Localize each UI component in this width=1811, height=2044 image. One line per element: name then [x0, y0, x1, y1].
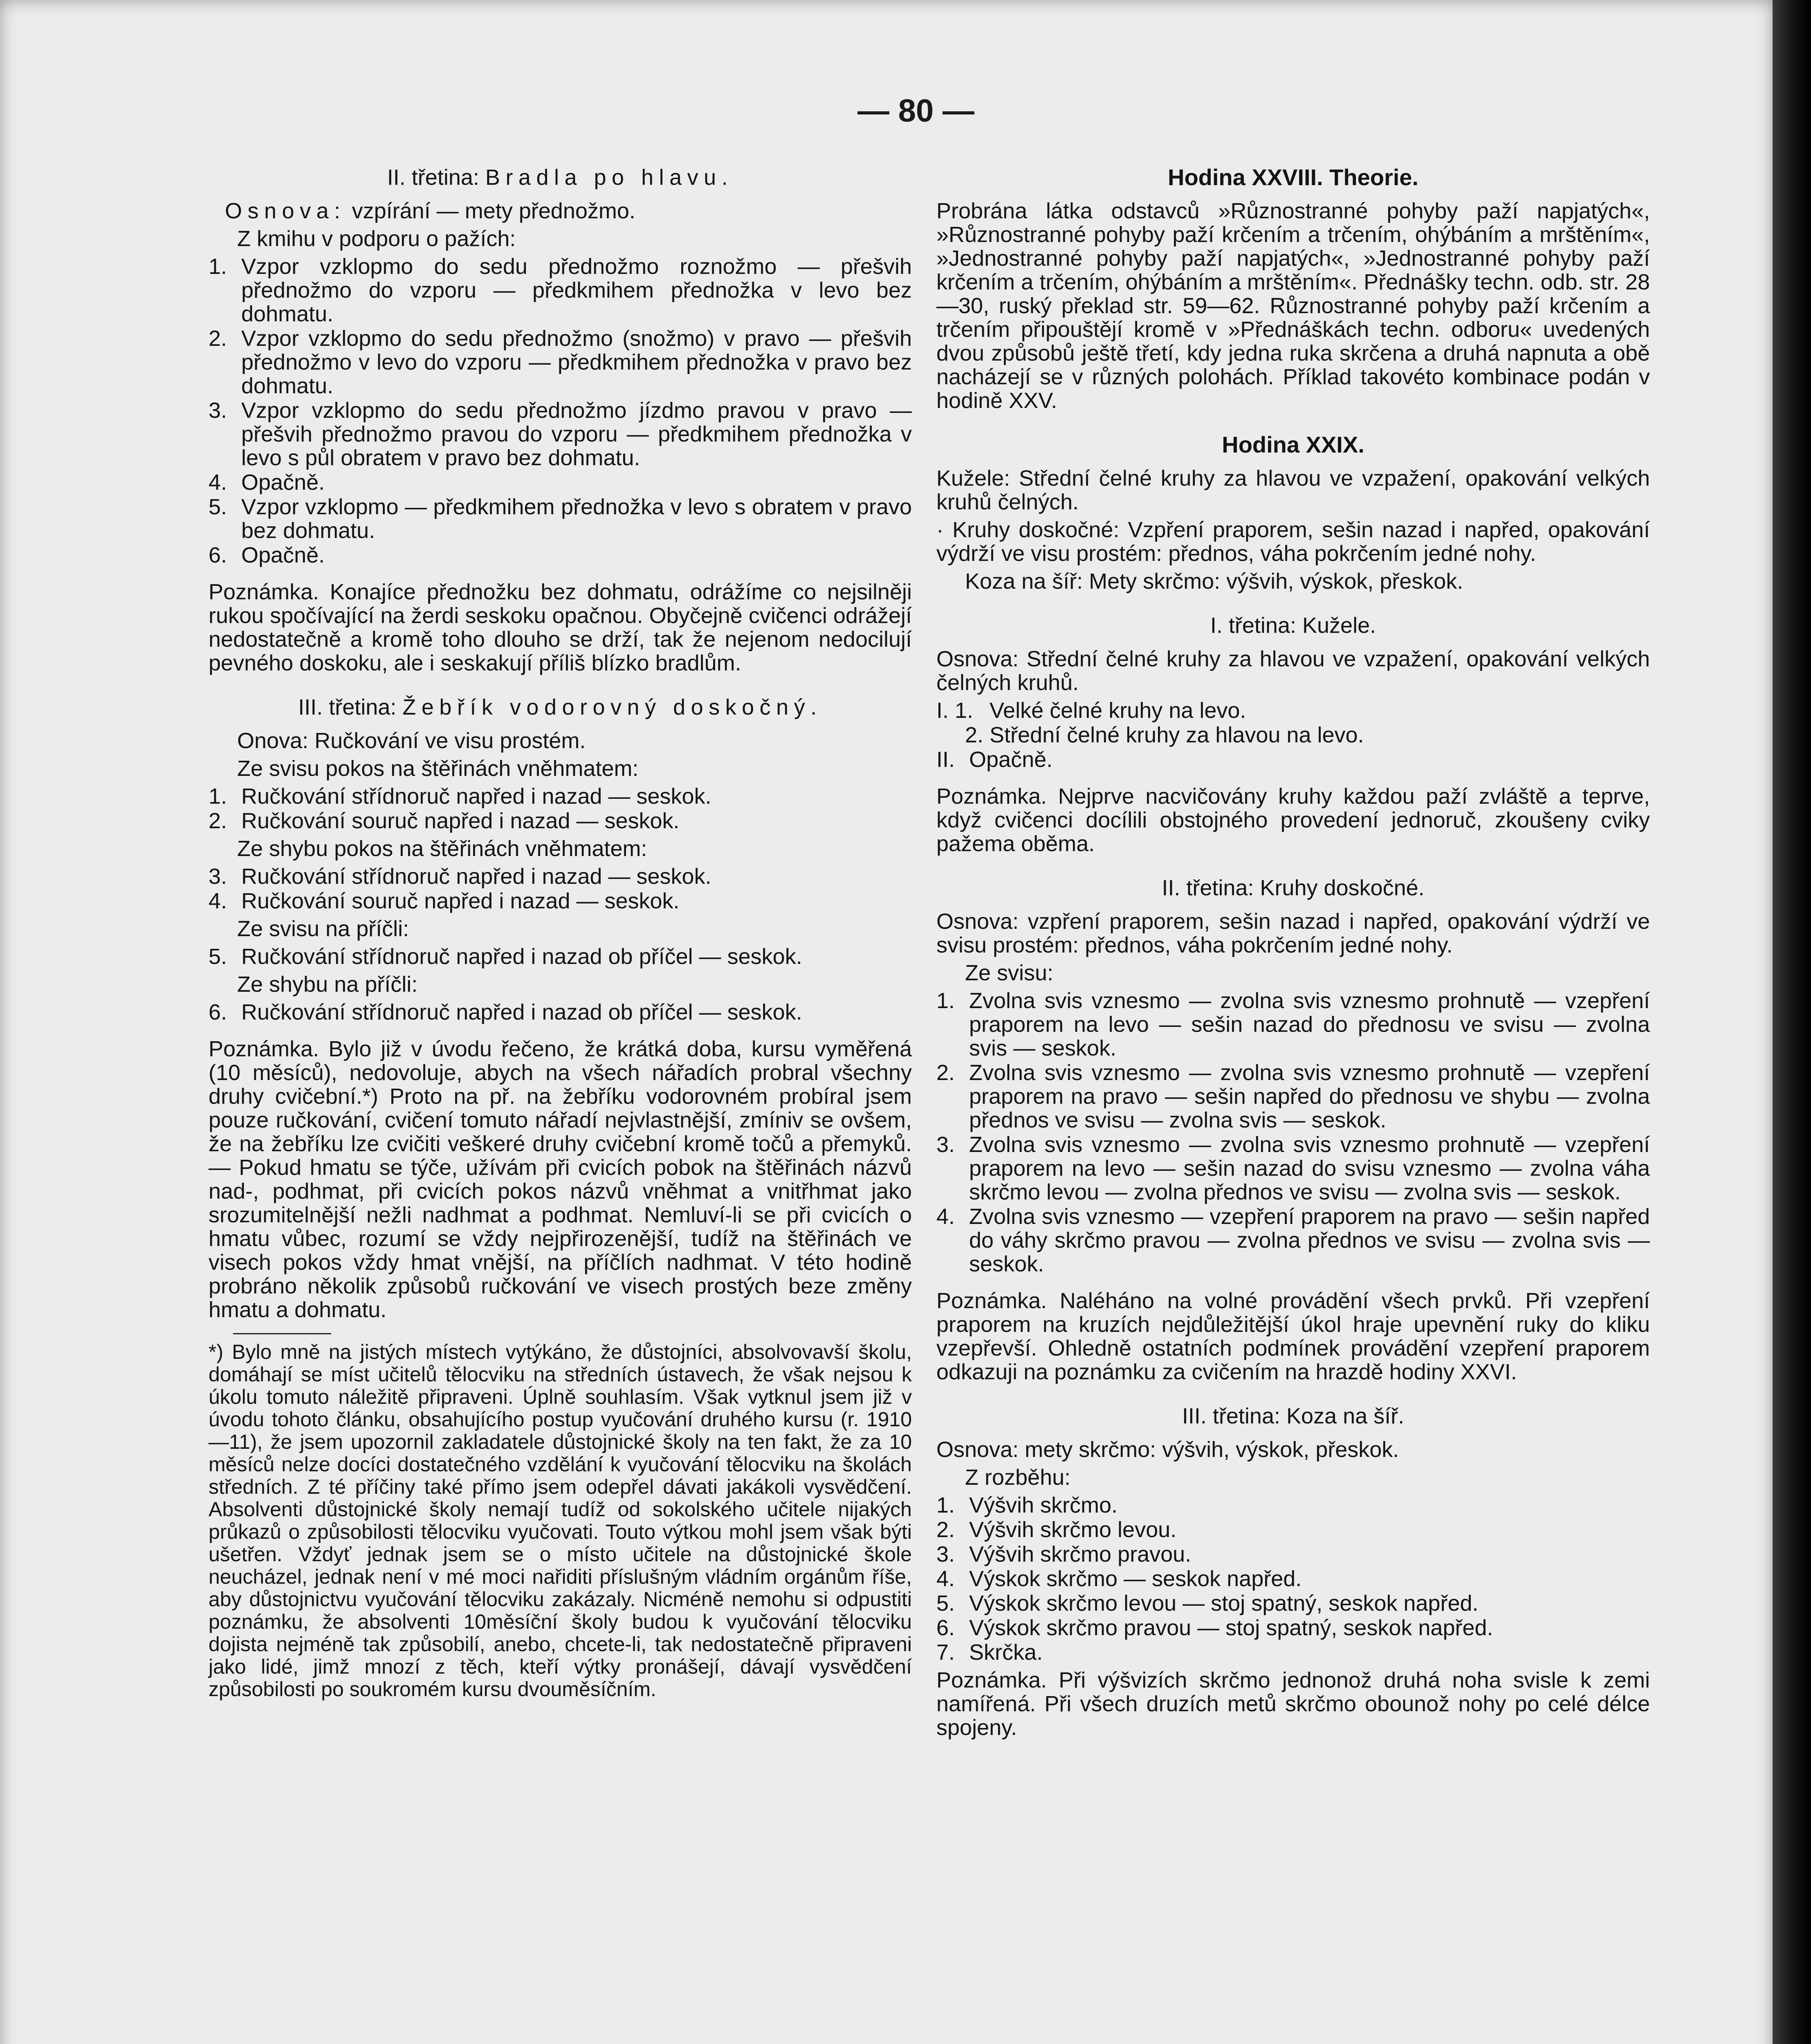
osnova-koza: Osnova: mety skrčmo: výšvih, výskok, přeskok. — [936, 1437, 1399, 1462]
list-item: 2. Vzpor vzklopmo do sedu přednožmo (snožmo) v pravo — přešvih přednožmo v levo do vzporu — předkmihem přednožka v pravo bez dohmatu. — [209, 326, 912, 398]
list-item: 6. Výskok skrčmo pravou — stoj spatný, seskok napřed. — [936, 1616, 1493, 1640]
osnova-bradla: Osnova: vzpírání — mety přednožmo. — [225, 199, 635, 223]
list-item: 5. Ručkování střídnoruč napřed i nazad ob příčel — seskok. — [209, 944, 802, 969]
list-item: 1. Vzpor vzklopmo do sedu přednožmo roznožmo — přešvih přednožmo do vzporu — předkmihem přednožka v levo bez dohmatu. — [209, 254, 912, 326]
subheading: Ze shybu na příčli: — [237, 972, 418, 997]
right-column — [936, 166, 1650, 1744]
exercise-list-kuzele — [936, 699, 1650, 771]
intro-kruhy: Ze svisu: — [965, 961, 1054, 985]
list-item: 1. Výšvih skrčmo. — [936, 1493, 1118, 1517]
list-item: 2. Ručkování souruč napřed i nazad — seskok. — [209, 809, 680, 833]
scan-edge-shadow — [1773, 0, 1811, 2044]
left-column — [209, 166, 912, 1705]
list-item: 4. Opačně. — [209, 470, 325, 495]
osnova-kruhy: Osnova: vzpření praporem, sešin nazad i napřed, opakování výdrží ve svisu prostém: přednos, váha pokrčením jedné nohy. — [936, 909, 1650, 957]
list-item: 4. Výskok skrčmo — seskok napřed. — [936, 1567, 1302, 1591]
note-kruhy: Poznámka. Naléháno na volné provádění všech prvků. Při vzepření praporem na kruzích nejdůležitější úkol hraje upevnění ruky do kliku vzepřevší. Ohledně ostatních podmínek provádění vzepření praporem odkazuji na poznámku za cvičením na hrazdě hodiny XXVI. — [936, 1289, 1650, 1384]
list-item: I. 1. Velké čelné kruhy na levo. — [936, 698, 1246, 723]
list-item: II. Opačně. — [936, 747, 1053, 772]
section-heading-koza: III. třetina: Koza na šíř. — [1182, 1404, 1405, 1428]
exercise-list-koza — [936, 1493, 1650, 1664]
lesson-29-kuzele: Kužele: Střední čelné kruhy za hlavou ve vzpažení, opakování velkých kruhů čelných. — [936, 466, 1650, 514]
exercise-list-kruhy — [936, 989, 1650, 1276]
lesson-29-title: Hodina XXIX. — [1222, 432, 1364, 457]
section-heading-zebrik: III. třetina: Žebřík vodorovný doskočný. — [298, 695, 822, 719]
list-item: 7. Skrčka. — [936, 1640, 1043, 1665]
exercise-list-zebrik-c — [209, 945, 912, 968]
list-item: 6. Opačně. — [209, 543, 325, 567]
list-item: 2. Střední čelné kruhy za hlavou na levo. — [965, 723, 1364, 747]
subheading: Ze svisu na příčli: — [237, 917, 409, 941]
intro-bradla: Z kmihu v podporu o pažích: — [237, 226, 516, 251]
list-item: 2. Zvolna svis vznesmo — zvolna svis vznesmo prohnutě — vzepření praporem na pravo — sešin napřed do přednosu ve shybu — zvolna přednos ve svisu — zvolna svis — seskok. — [936, 1060, 1650, 1132]
list-item: 5. Vzpor vzklopmo — předkmihem přednožka v levo s obratem v pravo bez dohmatu. — [209, 495, 912, 543]
note-kuzele: Poznámka. Nejprve nacvičovány kruhy každou paží zvláště a teprve, když cvičenci docílili obstojného provedení jednoruč, zkoušeny cviky pažema oběma. — [936, 784, 1650, 856]
lesson-28-text: Probrána látka odstavců »Různostranné pohyby paží napjatých«, »Různostranné pohyby paží krčením a trčením, ohýbáním a mrštěním«, »Jednostranné pohyby paží napjatých«, »Jednostranné pohyby paží krčením a trčením, ohýbáním a mrštěním«. Přednášky techn. odb. str. 28—30, ruský překlad str. 59—62. Různostranné pohyby paží krčením a trčením připouštějí kromě v »Přednáškách techn. odboru« uvedených dvou způsobů ještě třetí, kdy jedna ruka skrčena a druhá napnuta a obě nacházejí se v různých polohách. Příklad takovéto kombinace podán v hodině XXV. — [936, 199, 1650, 413]
page-number: — 80 — — [857, 92, 975, 128]
list-item: 4. Ručkování souruč napřed i nazad — seskok. — [209, 889, 680, 913]
footnote-divider — [233, 1333, 331, 1334]
list-item: 6. Ručkování střídnoruč napřed i nazad ob příčel — seskok. — [209, 1000, 802, 1024]
intro-koza: Z rozběhu: — [965, 1465, 1071, 1490]
list-item: 3. Zvolna svis vznesmo — zvolna svis vznesmo prohnutě — vzepření praporem na levo — sešin nazad do svisu vznesmo — zvolna váha skrčmo levou — zvolna přednos ve svisu — zvolna svis — seskok. — [936, 1132, 1650, 1204]
list-item: 1. Ručkování střídnoruč napřed i nazad — seskok. — [209, 784, 711, 809]
osnova-zebrik: Onova: Ručkování ve visu prostém. — [237, 728, 586, 753]
list-item: 1. Zvolna svis vznesmo — zvolna svis vznesmo prohnutě — vzepření praporem na levo — sešin nazad do přednosu ve svisu — zvolna svis — seskok. — [936, 988, 1650, 1060]
footnote: *) Bylo mně na jistých místech vytýkáno, že důstojníci, absolvovavší školu, domáhají se míst učitelů tělocviku na středních ústavech, že však nejsou k úkolu tomuto náležitě připraveni. Úplně souhlasím. Však vytknul jsem již v úvodu tohoto článku, obsahujícího postup vyučování druhého kursu (r. 1910—11), že jsem upozornil zakladatele důstojnické školy na ten fakt, že za 10 měsíců nelze docíci dostatečného vzdělání k vyučování tělocviku na školách středních. Z té příčiny také přímo jsem odepřel dávati jakákoli vysvědčení. Absolventi důstojnické školy nemají tudíž od sokolského učitele nijakých průkazů o způsobilosti tělocviku vyučovati. Touto výtkou mohl jsem však býti ušetřen. Vždyť jednak jsem se o místo učitele na důstojnické škole neucházel, jednak není v mé moci nařiditi příslušným vládním orgánům říše, aby důstojnictvu vyučování tělocviku zakázaly. Nicméně nemohu si odpustiti poznámku, že absolventi 10měsíční školy budou k vyučování tělocviku dojista nejméně tak způsobilí, anebo, chcete-li, tak nedostatečně připraveni jako lidé, jimž mnozí z těch, kteří výtky pronášejí, dávají vysvědčení způsobilosti po soukromém kursu dvouměsíčním. — [209, 1340, 912, 1701]
list-item: 2. Výšvih skrčmo levou. — [936, 1517, 1177, 1542]
subheading: Ze shybu pokos na štěřinách vněhmatem: — [237, 836, 647, 861]
exercise-list-zebrik-b — [209, 865, 912, 913]
list-item: 4. Zvolna svis vznesmo — vzepření praporem na pravo — sešin napřed do váhy skrčmo pravou — zvolna přednos ve svisu — zvolna svis — seskok. — [936, 1204, 1650, 1276]
section-heading-bradla: II. třetina: Bradla po hlavu. — [387, 165, 734, 190]
lesson-29-kruhy: · Kruhy doskočné: Vzpření praporem, sešin nazad i napřed, opakování výdrží ve visu prostém: přednos, váha pokrčením jedné nohy. — [936, 518, 1650, 566]
list-item: 3. Ručkování střídnoruč napřed i nazad — seskok. — [209, 864, 711, 889]
section-heading-kuzele: I. třetina: Kužele. — [1210, 613, 1376, 638]
subheading: Ze svisu pokos na štěřinách vněhmatem: — [237, 756, 639, 781]
lesson-28-title: Hodina XXVIII. Theorie. — [1168, 164, 1418, 190]
exercise-list-zebrik-d — [209, 1000, 912, 1024]
note-koza: Poznámka. Při výšvizích skrčmo jednonož druhá noha svisle k zemi namířená. Při všech druzích metů skrčmo obounož nohy po celé délce spojeny. — [936, 1668, 1650, 1740]
list-item: 5. Výskok skrčmo levou — stoj spatný, seskok napřed. — [936, 1591, 1479, 1616]
exercise-list-bradla — [209, 255, 912, 567]
osnova-kuzele: Osnova: Střední čelné kruhy za hlavou ve vzpažení, opakování velkých čelných kruhů. — [936, 647, 1650, 695]
list-item: 3. Výšvih skrčmo pravou. — [936, 1542, 1192, 1567]
section-heading-kruhy: II. třetina: Kruhy doskočné. — [1162, 876, 1425, 900]
list-item: 3. Vzpor vzklopmo do sedu přednožmo jízdmo pravou v pravo — přešvih přednožmo pravou do vzporu — předkmihem přednožka v levo s půl obratem v pravo bez dohmatu. — [209, 398, 912, 470]
note-bradla: Poznámka. Konajíce přednožku bez dohmatu, odrážíme co nejsilněji rukou spočívající na žerdi seskoku opačnou. Obyčejně cvičenci odrážejí nedostatečně a kromě toho dlouho se drží, tak že nejenom nedocilují pevného doskoku, ale i seskakují příliš blízko bradlům. — [209, 580, 912, 675]
lesson-29-koza: Koza na šíř: Mety skrčmo: výšvih, výskok, přeskok. — [965, 569, 1463, 594]
note-zebrik: Poznámka. Bylo již v úvodu řečeno, že krátká doba, kursu vyměřená (10 měsíců), nedovoluje, abych na všech nářadích probral všechny druhy cvičební.*) Proto na př. na žebříku vodorovném probíral jsem pouze ručkování, cvičení tomuto nářadí nejvlastnější, zmíniv se ovšem, že na žebříku lze cvičiti veškeré druhy cvičební kromě točů a přemyků. — Pokud hmatu se týče, užívám při cvicích pobok na štěřinách názvů nad-, podhmat, při cvicích pokos názvů vněhmat a vnitřhmat jako srozumitelnější nežli nadhmat a podhmat. Nemluví-li se při cvicích o hmatu vůbec, rozumí se vždy nejpřirozenější, tudíž na štěřinách ve visech pokos vždy hmat vnější, na příčlích nadhmat. V této hodině probráno několik způsobů ručkování ve visech prostých beze změny hmatu a dohmatu. — [209, 1037, 912, 1322]
exercise-list-zebrik-a — [209, 784, 912, 833]
